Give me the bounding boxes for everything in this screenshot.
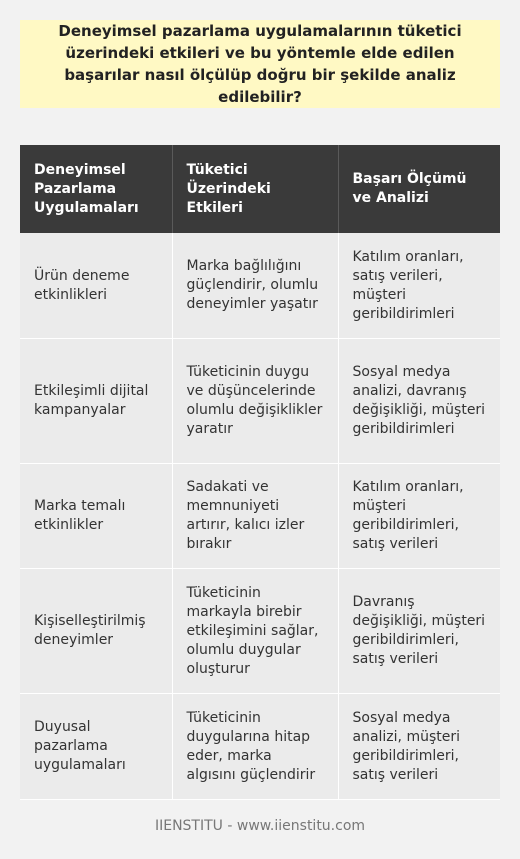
table-row [20,339,500,464]
practice-cell: Kişiselleştirilmiş deneyimler [20,569,172,694]
effect-cell: Tüketicinin markayla birebir etkileşimini sağlar, olumlu duygular oluşturur [172,569,338,694]
effect-cell: Sadakati ve memnuniyeti artırır, kalıcı izler bırakır [172,464,338,569]
table-row [20,233,500,339]
measurement-cell: Sosyal medya analizi, müşteri geribildirimleri, satış verileri [338,694,500,800]
page-title: Deneyimsel pazarlama uygulamalarının tüketici üzerindeki etkileri ve bu yöntemle elde edilen başarılar nasıl ölçülüp doğru bir şekilde analiz edilebilir? [58,22,462,106]
header-cell-effects: Tüketici Üzerindeki Etkileri [172,145,338,233]
measurement-cell: Sosyal medya analizi, davranış değişikliği, müşteri geribildirimleri [338,339,500,464]
header-row [20,145,500,233]
footer-credit: IIENSTITU - www.iienstitu.com [154,818,366,834]
measurement-cell: Katılım oranları, satış verileri, müşteri geribildirimleri [338,233,500,339]
practice-cell: Ürün deneme etkinlikleri [20,233,172,339]
effect-cell: Tüketicinin duygu ve düşüncelerinde olumlu değişiklikler yaratır [172,339,338,464]
measurement-cell: Katılım oranları, müşteri geribildirimleri, satış verileri [338,464,500,569]
practice-cell: Etkileşimli dijital kampanyalar [20,339,172,464]
table-row [20,694,500,800]
table-body [20,233,500,800]
measurement-cell: Davranış değişikliği, müşteri geribildirimleri, satış verileri [338,569,500,694]
effect-cell: Marka bağlılığını güçlendirir, olumlu deneyimler yaşatır [172,233,338,339]
practice-cell: Duyusal pazarlama uygulamaları [20,694,172,800]
practice-cell: Marka temalı etkinlikler [20,464,172,569]
effect-cell: Tüketicinin duygularına hitap eder, marka algısını güçlendirir [172,694,338,800]
header-cell-measurement: Başarı Ölçümü ve Analizi [338,145,500,233]
table-row [20,569,500,694]
table-row [20,464,500,569]
title-banner [20,20,500,108]
header-cell-practices: Deneyimsel Pazarlama Uygulamaları [20,145,172,233]
table-header [20,145,500,233]
comparison-table [20,145,500,800]
